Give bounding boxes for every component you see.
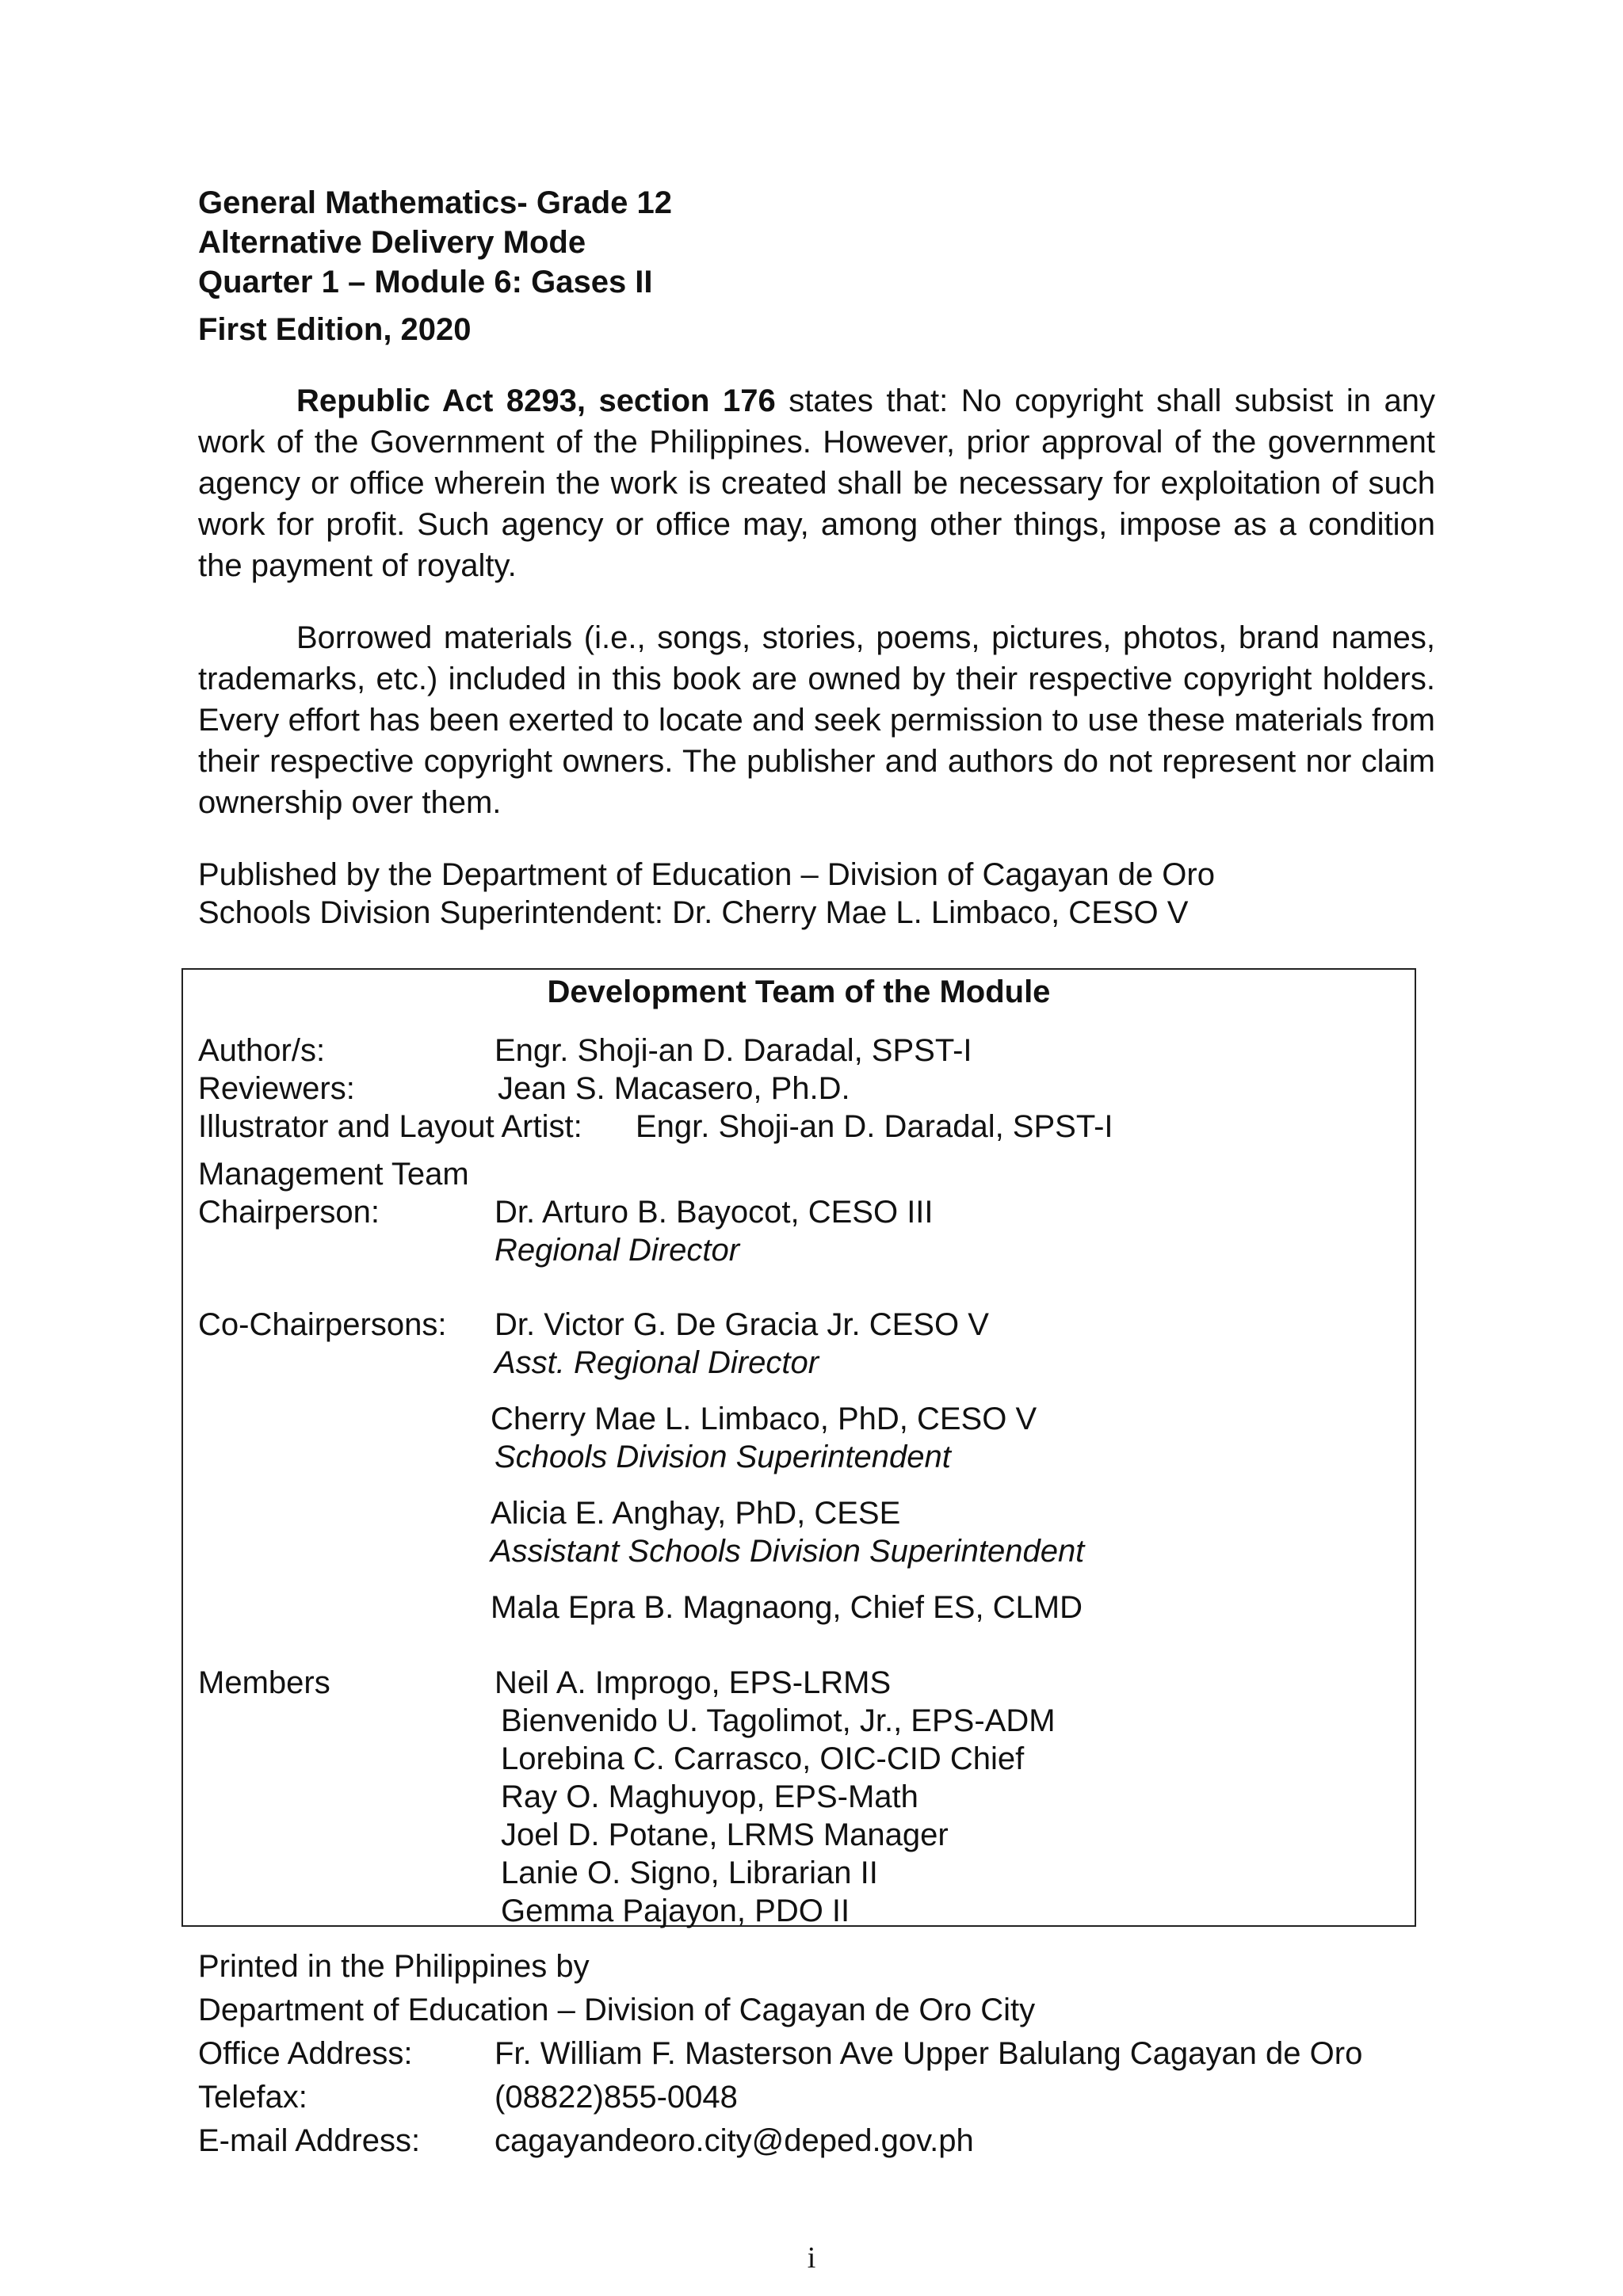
published-by: Published by the Department of Education – Division of Cagayan de Oro bbox=[198, 857, 1215, 892]
email-address-value: cagayandeoro.city@deped.gov.ph bbox=[495, 2123, 974, 2158]
co-chairperson-title: Assistant Schools Division Superintendent bbox=[491, 1534, 1085, 1569]
delivery-mode-title: Alternative Delivery Mode bbox=[198, 225, 586, 260]
borrowed-materials-paragraph: Borrowed materials (i.e., songs, stories, poems, pictures, photos, brand names, trademarks, etc.) included in this book are owned by their respective copyright holders. Every effort has been exerted to locate and seek permission to use these materials from their respective copyright owners. The publisher and authors do not represent nor claim ownership over them. bbox=[198, 620, 1435, 820]
chairperson-title: Regional Director bbox=[495, 1233, 740, 1268]
members-label: Members bbox=[198, 1665, 330, 1700]
chairperson-label: Chairperson: bbox=[198, 1195, 380, 1230]
office-address-label: Office Address: bbox=[198, 2036, 413, 2071]
telefax-label: Telefax: bbox=[198, 2080, 307, 2115]
reviewers-label: Reviewers: bbox=[198, 1071, 355, 1106]
development-team-title: Development Team of the Module bbox=[547, 974, 1051, 1009]
member-name: Gemma Pajayon, PDO II bbox=[501, 1894, 850, 1928]
management-team-label: Management Team bbox=[198, 1157, 469, 1192]
copyright-text: states that: No copyright shall subsist in any work of the Government of the Philippines. However, prior approval of the government agency or office wherein the work is created shall be necessary for exploitation of such work for profit. Such agency or office may, among other things, impose as a condition the payment of royalty. bbox=[198, 383, 1436, 583]
member-name: Neil A. Improgo, EPS-LRMS bbox=[495, 1665, 892, 1700]
superintendent-line: Schools Division Superintendent: Dr. Cherry Mae L. Limbaco, CESO V bbox=[198, 895, 1189, 930]
co-chairperson-name: Dr. Victor G. De Gracia Jr. CESO V bbox=[495, 1307, 989, 1342]
republic-act-reference: Republic Act 8293, section 176 bbox=[296, 383, 776, 418]
co-chairperson-name: Cherry Mae L. Limbaco, PhD, CESO V bbox=[491, 1402, 1037, 1436]
author-value: Engr. Shoji-an D. Daradal, SPST-I bbox=[495, 1033, 972, 1068]
telefax-value: (08822)855-0048 bbox=[495, 2080, 738, 2115]
member-name: Lorebina C. Carrasco, OIC-CID Chief bbox=[501, 1741, 1025, 1776]
email-address-label: E-mail Address: bbox=[198, 2123, 421, 2158]
illustrator-value: Engr. Shoji-an D. Daradal, SPST-I bbox=[636, 1109, 1113, 1144]
reviewers-value: Jean S. Macasero, Ph.D. bbox=[498, 1071, 850, 1106]
copyright-paragraph bbox=[198, 380, 1435, 586]
member-name: Lanie O. Signo, Librarian II bbox=[501, 1855, 878, 1890]
illustrator-label: Illustrator and Layout Artist: bbox=[198, 1109, 582, 1144]
printer-division-line: Department of Education – Division of Cagayan de Oro City bbox=[198, 1993, 1036, 2027]
co-chairpersons-label: Co-Chairpersons: bbox=[198, 1307, 447, 1342]
module-subject-title: General Mathematics- Grade 12 bbox=[198, 185, 673, 220]
co-chairperson-name: Mala Epra B. Magnaong, Chief ES, CLMD bbox=[491, 1590, 1083, 1625]
printed-by-line: Printed in the Philippines by bbox=[198, 1949, 590, 1984]
edition-title: First Edition, 2020 bbox=[198, 312, 472, 347]
member-name: Joel D. Potane, LRMS Manager bbox=[501, 1817, 949, 1852]
quarter-module-title: Quarter 1 – Module 6: Gases II bbox=[198, 265, 653, 299]
co-chairperson-title: Asst. Regional Director bbox=[495, 1345, 819, 1380]
co-chairperson-title: Schools Division Superintendent bbox=[495, 1440, 951, 1474]
author-label: Author/s: bbox=[198, 1033, 326, 1068]
co-chairperson-name: Alicia E. Anghay, PhD, CESE bbox=[491, 1496, 901, 1531]
member-name: Ray O. Maghuyop, EPS-Math bbox=[501, 1779, 918, 1814]
office-address-value: Fr. William F. Masterson Ave Upper Balulang Cagayan de Oro bbox=[495, 2036, 1363, 2071]
page-number: i bbox=[807, 2241, 816, 2275]
member-name: Bienvenido U. Tagolimot, Jr., EPS-ADM bbox=[501, 1703, 1056, 1738]
chairperson-name: Dr. Arturo B. Bayocot, CESO III bbox=[495, 1195, 934, 1230]
